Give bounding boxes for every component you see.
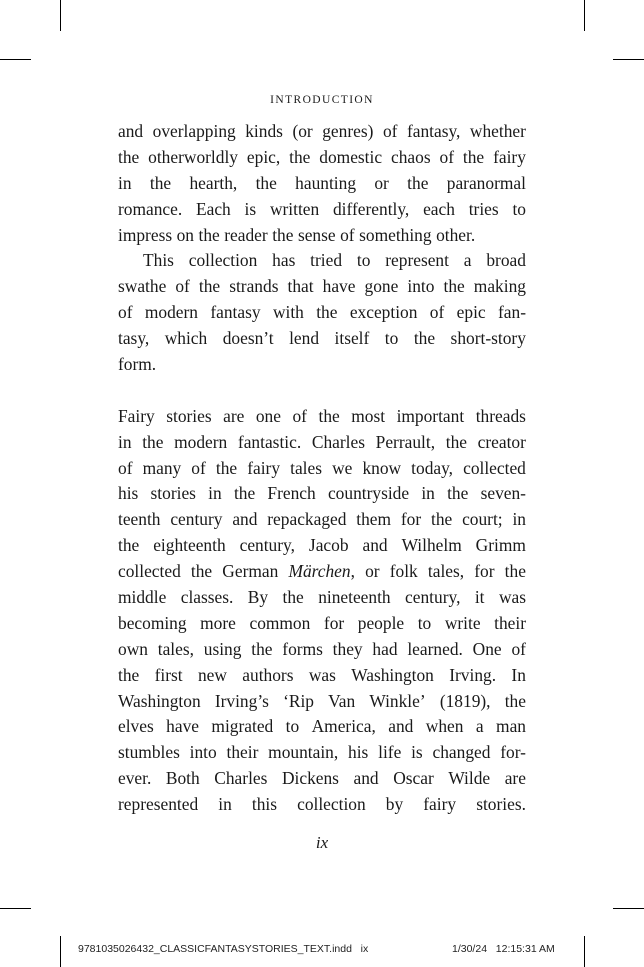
text-line <box>118 740 526 766</box>
word: collection <box>297 794 366 815</box>
word: America, <box>311 716 376 737</box>
word: first <box>154 664 183 685</box>
word: the <box>272 224 294 245</box>
word: the <box>118 664 140 685</box>
word: creator <box>477 431 526 452</box>
text-line <box>118 248 526 274</box>
word: One <box>472 638 502 659</box>
word: Wilde <box>448 768 491 789</box>
crop-mark-bottom-left <box>60 936 61 967</box>
word: of <box>191 457 206 478</box>
word: Jacob <box>308 535 349 556</box>
word: Winkle’ <box>369 690 426 711</box>
word: kinds <box>245 121 283 141</box>
word: repackaged <box>267 509 347 530</box>
text-line <box>118 223 526 249</box>
word: nineteenth <box>318 587 391 608</box>
text-line <box>118 197 526 223</box>
word: to <box>384 328 399 349</box>
word: the <box>504 561 526 582</box>
word: Each <box>196 198 231 219</box>
word: in <box>218 794 232 815</box>
text-line <box>118 274 526 300</box>
word: or <box>365 561 380 582</box>
text-line <box>118 119 526 145</box>
word: a <box>463 250 472 271</box>
word: the <box>413 328 436 349</box>
word: fantasy, <box>406 121 461 141</box>
word: lend <box>289 328 320 349</box>
word: of <box>175 276 190 297</box>
word: genres) <box>322 121 374 141</box>
word: write <box>444 612 481 633</box>
word: stories <box>166 405 212 426</box>
word: the <box>318 405 340 426</box>
text-line <box>118 481 526 507</box>
word: learned. <box>407 638 463 659</box>
word: otherworldly <box>148 146 238 167</box>
word: fantastic. <box>237 431 302 452</box>
word: the <box>215 457 238 478</box>
text-line <box>118 300 526 326</box>
word: the <box>118 535 140 556</box>
text-line <box>118 611 526 637</box>
word: Wilhelm <box>401 535 462 556</box>
text-line <box>118 430 526 456</box>
word: and <box>362 535 388 556</box>
word: the <box>445 431 467 452</box>
word: collected <box>118 561 181 582</box>
word: domestic <box>319 146 383 167</box>
word: the <box>149 172 172 193</box>
word: the <box>462 146 485 167</box>
word: which <box>164 328 208 349</box>
text-line <box>118 171 526 197</box>
word: the <box>142 431 164 452</box>
word: tales <box>290 457 322 478</box>
word: threads <box>475 405 526 426</box>
word: important <box>396 405 465 426</box>
word: represented <box>118 794 199 815</box>
word: elves <box>118 716 154 737</box>
word: stories. <box>476 794 526 815</box>
word: of <box>340 224 355 245</box>
word: in <box>208 483 222 504</box>
text-line <box>118 326 526 352</box>
word: when <box>425 716 464 737</box>
word: for <box>474 561 495 582</box>
word: of <box>118 302 133 323</box>
word: sense <box>297 224 336 245</box>
text-line <box>118 766 526 792</box>
word: century, <box>405 587 461 608</box>
word: Perrault, <box>375 431 436 452</box>
word: their <box>226 742 259 763</box>
word: Washington <box>118 690 201 711</box>
text-line <box>118 507 526 533</box>
word: exception <box>349 302 418 323</box>
paragraph-break <box>118 378 526 404</box>
word: are <box>223 405 245 426</box>
word: the <box>447 483 469 504</box>
word: overlapping <box>152 121 236 141</box>
word: the <box>198 276 221 297</box>
word: for <box>323 612 345 633</box>
word: in <box>421 483 435 504</box>
word: the <box>198 224 220 245</box>
word: haunting <box>295 172 357 193</box>
word: in <box>118 172 132 193</box>
word: court; <box>462 509 503 530</box>
word: (or <box>292 121 313 141</box>
word: and <box>118 121 144 141</box>
word: have <box>322 276 356 297</box>
word: broad <box>486 250 526 271</box>
text-line <box>118 533 526 559</box>
word: into <box>407 276 435 297</box>
word: by <box>385 794 404 815</box>
word: itself <box>334 328 370 349</box>
word: Fairy <box>118 405 155 426</box>
slug-filename: 9781035026432_CLASSICFANTASYSTORIES_TEXT.indd ix <box>78 943 369 955</box>
word: they <box>332 638 363 659</box>
word: changed <box>432 742 491 763</box>
word: Van <box>328 690 356 711</box>
word: German <box>222 561 279 582</box>
word: to <box>512 198 526 219</box>
text-line <box>118 352 526 378</box>
running-head: INTRODUCTION <box>270 94 374 106</box>
word: of <box>511 638 526 659</box>
word: short-story <box>450 328 526 349</box>
word: people <box>357 612 405 633</box>
word: the <box>430 509 453 530</box>
word: (1819), <box>439 690 491 711</box>
word: tales, <box>427 561 465 582</box>
word: their <box>494 612 526 633</box>
word: century <box>170 509 223 530</box>
word: it <box>474 587 485 608</box>
word: many <box>142 457 182 478</box>
word: strands <box>229 276 279 297</box>
crop-mark-top-right-h <box>613 59 644 60</box>
word: Märchen, <box>288 561 355 582</box>
word: differently, <box>332 198 410 219</box>
word: collection <box>188 250 258 271</box>
word: represent <box>385 250 449 271</box>
word: the <box>282 587 304 608</box>
text-line <box>118 145 526 171</box>
crop-mark-top-left <box>60 0 61 31</box>
word: century, <box>239 535 295 556</box>
word: of <box>118 457 133 478</box>
text-line <box>118 663 526 689</box>
word: has <box>272 250 296 271</box>
word: and <box>232 509 258 530</box>
word: Irving. <box>449 664 497 685</box>
word: teenth <box>118 509 161 530</box>
word: migrated <box>211 716 274 737</box>
word: the <box>190 561 213 582</box>
word: the <box>251 638 273 659</box>
word: middle <box>118 587 167 608</box>
word: countryside <box>327 483 410 504</box>
word: tales, <box>157 638 194 659</box>
word: new <box>197 664 227 685</box>
word: folk <box>389 561 418 582</box>
word: was <box>308 664 336 685</box>
word: Charles <box>214 768 268 789</box>
word: a <box>475 716 484 737</box>
body-text <box>118 119 526 818</box>
word: with <box>272 302 304 323</box>
crop-mark-bottom-left-h <box>0 908 31 909</box>
word: doesn’t <box>222 328 274 349</box>
word: had <box>372 638 398 659</box>
word: that <box>287 276 314 297</box>
word: for- <box>500 742 526 763</box>
word: mountain, <box>268 742 339 763</box>
word: making <box>473 276 526 297</box>
word: the <box>289 146 311 167</box>
word: ‘Rip <box>283 690 314 711</box>
word: collected <box>463 457 526 478</box>
word: own <box>118 638 148 659</box>
word: impress <box>118 224 173 245</box>
word: common <box>249 612 311 633</box>
word: Both <box>165 768 200 789</box>
word: the <box>118 146 140 167</box>
word: form. <box>118 354 157 375</box>
word: was <box>498 587 526 608</box>
word: man <box>496 716 526 737</box>
word: the <box>255 172 277 193</box>
word: the <box>504 690 526 711</box>
word: By <box>247 587 269 608</box>
word: other. <box>436 224 476 245</box>
word: the <box>443 276 465 297</box>
text-line <box>118 585 526 611</box>
word: for <box>400 509 422 530</box>
word: the <box>407 172 429 193</box>
word: seven- <box>480 483 526 504</box>
word: whether <box>469 121 526 141</box>
word: today, <box>411 457 454 478</box>
text-line <box>118 404 526 430</box>
crop-mark-top-left-h <box>0 59 31 60</box>
word: epic <box>456 302 486 323</box>
word: life <box>378 742 402 763</box>
word: ever. <box>118 768 152 789</box>
word: stumbles <box>118 742 180 763</box>
word: gone <box>364 276 399 297</box>
word: are <box>504 768 526 789</box>
word: reader <box>224 224 268 245</box>
word: is <box>244 198 257 219</box>
word: and <box>388 716 414 737</box>
slug-timestamp: 1/30/24 12:15:31 AM <box>452 943 555 955</box>
crop-mark-top-right <box>584 0 585 31</box>
word: hearth, <box>189 172 238 193</box>
word: one <box>255 405 281 426</box>
text-line <box>118 689 526 715</box>
word: Grimm <box>475 535 526 556</box>
word: In <box>511 664 526 685</box>
word: Charles <box>311 431 365 452</box>
text-line <box>118 792 526 818</box>
word: is <box>411 742 423 763</box>
word: Oscar <box>393 768 434 789</box>
text-line <box>118 714 526 740</box>
word: them <box>356 509 392 530</box>
word: stories <box>150 483 196 504</box>
word: on <box>176 224 194 245</box>
word: his <box>348 742 369 763</box>
word: fantasy <box>210 302 261 323</box>
word: fairy <box>423 794 457 815</box>
word: know <box>362 457 402 478</box>
word: written <box>269 198 320 219</box>
word: This <box>143 250 174 271</box>
word: paranormal <box>446 172 526 193</box>
word: swathe <box>118 276 167 297</box>
word: to <box>356 250 371 271</box>
word: of <box>292 405 307 426</box>
word: of <box>429 302 445 323</box>
word: of <box>382 121 398 141</box>
word: tried <box>310 250 343 271</box>
word: into <box>189 742 217 763</box>
word: this <box>251 794 278 815</box>
word: eighteenth <box>153 535 226 556</box>
page-number: ix <box>315 833 329 852</box>
word: tries <box>468 198 499 219</box>
word: to <box>417 612 432 633</box>
word: the <box>316 302 338 323</box>
word: in <box>512 509 526 530</box>
word: epic, <box>246 146 281 167</box>
word: modern <box>174 431 228 452</box>
word: tasy, <box>118 328 150 349</box>
word: becoming <box>118 612 187 633</box>
word: most <box>351 405 386 426</box>
text-line <box>118 637 526 663</box>
crop-mark-bottom-right-h <box>613 908 644 909</box>
word: Washington <box>351 664 434 685</box>
word: his <box>118 483 139 504</box>
word: have <box>166 716 199 737</box>
word: authors <box>242 664 294 685</box>
word: fan- <box>497 302 526 323</box>
word: using <box>203 638 242 659</box>
word: forms <box>282 638 323 659</box>
word: more <box>200 612 236 633</box>
word: fairy <box>247 457 281 478</box>
word: fairy <box>493 146 526 167</box>
word: modern <box>144 302 198 323</box>
word: of <box>439 146 454 167</box>
text-line <box>118 456 526 482</box>
word: the <box>233 483 256 504</box>
word: to <box>285 716 300 737</box>
crop-mark-bottom-right <box>584 936 585 967</box>
word: Dickens <box>281 768 339 789</box>
word: classes. <box>180 587 234 608</box>
word: chaos <box>390 146 431 167</box>
word: we <box>332 457 353 478</box>
word: romance. <box>118 198 183 219</box>
word: Irving’s <box>214 690 269 711</box>
word: each <box>423 198 455 219</box>
word: French <box>267 483 316 504</box>
word: something <box>359 224 432 245</box>
word: or <box>374 172 389 193</box>
word: and <box>353 768 379 789</box>
word: in <box>118 431 132 452</box>
text-line <box>118 559 526 585</box>
